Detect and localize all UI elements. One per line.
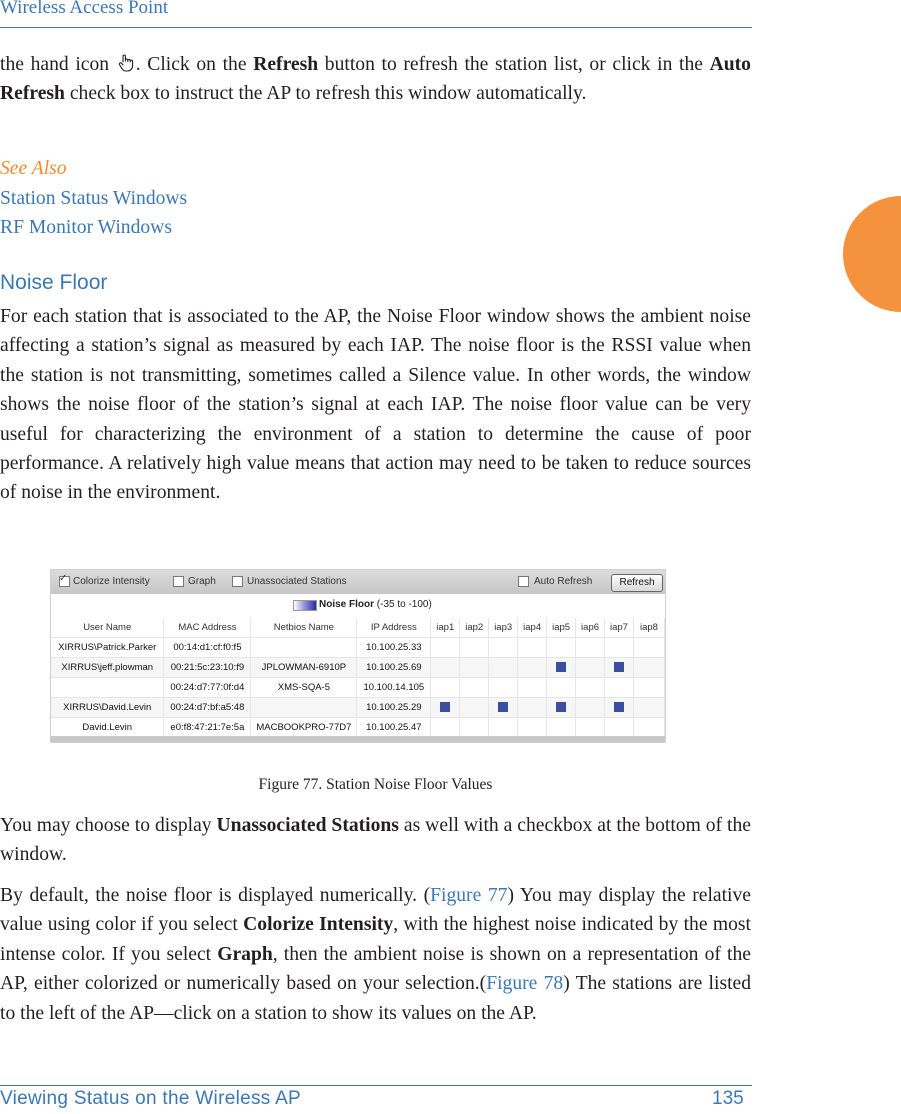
link-figure-78[interactable]: Figure 78 [486,973,564,995]
cell-iap1 [431,678,460,698]
noise-intensity-square [556,702,566,712]
cell-iap5 [547,718,576,738]
cell-iap5 [547,658,576,678]
table-row[interactable] [51,638,665,658]
cell-iap2 [460,698,489,718]
cell-iap6 [576,718,605,738]
table-row[interactable] [51,698,665,718]
column-header[interactable]: Netbios Name [251,618,357,638]
see-also-heading: See Also [0,158,67,179]
noise-intensity-square [614,662,624,672]
unassociated-stations-label: Unassociated Stations [247,576,347,587]
column-header[interactable]: iap1 [431,618,460,638]
column-header[interactable]: iap7 [605,618,634,638]
cell-user: XIRRUS\David.Levin [51,698,164,718]
cell-iap3 [489,698,518,718]
noise-floor-table [51,618,665,737]
noise-intensity-square [556,662,566,672]
table-row[interactable] [51,718,665,738]
cell-iap5 [547,698,576,718]
colorize-intensity-label: Colorize Intensity [73,576,150,587]
column-header[interactable]: iap8 [633,618,664,638]
cell-iap5 [547,638,576,658]
chapter-tab-marker [843,196,901,312]
noise-floor-legend: Noise Floor (-35 to -100) [319,599,432,610]
paragraph-hand-icon: the hand icon . Click on the Refresh button to refresh the station list, or click in the Auto Refresh check box to instruct the AP to refresh this window automatically. [0,54,751,105]
cell-iap4 [518,638,547,658]
cell-netbios [251,638,357,658]
cell-netbios: XMS-SQA-5 [251,678,357,698]
cell-iap2 [460,718,489,738]
cell-iap6 [576,698,605,718]
colorize-intensity-checkbox[interactable] [59,576,70,587]
running-header-title: Wireless Access Point [0,0,169,18]
auto-refresh-label: Auto Refresh [534,576,593,587]
column-header[interactable]: iap3 [489,618,518,638]
cell-iap3 [489,678,518,698]
intensity-gradient-swatch [293,600,317,611]
column-header[interactable]: iap4 [518,618,547,638]
link-rf-monitor-windows[interactable]: RF Monitor Windows [0,217,172,238]
cell-mac: 00:21:5c:23:10:f9 [164,658,251,678]
cell-netbios [251,698,357,718]
column-header[interactable]: iap2 [460,618,489,638]
cell-ip: 10.100.25.47 [357,718,431,738]
cell-ip: 10.100.25.29 [357,698,431,718]
cell-user [51,678,164,698]
table-row[interactable] [51,678,665,698]
column-header[interactable]: IP Address [357,618,431,638]
cell-iap8 [633,698,664,718]
cell-iap1 [431,698,460,718]
footer-page-number: 135 [712,1088,744,1109]
graph-label: Graph [188,576,216,587]
column-header[interactable]: User Name [51,618,164,638]
cell-iap8 [633,658,664,678]
cell-iap7 [605,698,634,718]
cell-iap3 [489,638,518,658]
cell-iap1 [431,718,460,738]
hand-pointer-icon [116,53,136,73]
cell-netbios: MACBOOKPRO-77D7 [251,718,357,738]
refresh-button[interactable]: Refresh [611,574,663,592]
cell-iap3 [489,658,518,678]
cell-iap4 [518,718,547,738]
cell-iap5 [547,678,576,698]
cell-iap4 [518,678,547,698]
table-row[interactable] [51,658,665,678]
paragraph-noise-floor: For each station that is associated to the AP, the Noise Floor window shows the ambient noise affecting a station’s signal as measured by each IAP. The noise floor is the RSSI value when the station is not transmitting, sometimes called a Silence value. In other words, the window shows the noise floor of the station’s signal at each IAP. The noise floor value can be very useful for characterizing the environment of a station to determine the cause of poor performance. A relatively high value means that action may need to be taken to reduce sources of noise in the environment. [0,306,751,504]
cell-iap2 [460,638,489,658]
figure-caption: Figure 77. Station Noise Floor Values [258,776,493,793]
cell-iap1 [431,638,460,658]
noise-floor-window [50,569,666,743]
cell-iap8 [633,718,664,738]
cell-mac: 00:24:d7:bf:a5:48 [164,698,251,718]
table-body [51,638,665,738]
cell-iap8 [633,678,664,698]
cell-iap7 [605,658,634,678]
column-header[interactable]: iap5 [547,618,576,638]
cell-user: David.Levin [51,718,164,738]
cell-iap7 [605,718,634,738]
cell-mac: 00:24:d7:77:0f:d4 [164,678,251,698]
footer-rule [0,1085,752,1086]
auto-refresh-checkbox[interactable] [518,576,529,587]
graph-checkbox[interactable] [173,576,184,587]
figure-toolbar [51,570,665,594]
link-figure-77[interactable]: Figure 77 [430,885,508,906]
cell-iap2 [460,658,489,678]
paragraph-display-options: By default, the noise floor is displayed numerically. (Figure 77) You may display the relative value using color if you select Colorize Intensity, with the highest noise indicated by the most intense color. If you select Graph, then the ambient noise is shown on a representation of the AP, either colorized or numerically based on your selection.(Figure 78) The stations are listed to the left of the AP—click on a station to show its values on the AP. [0,885,752,1024]
column-header[interactable]: iap6 [576,618,605,638]
cell-iap7 [605,678,634,698]
cell-iap4 [518,698,547,718]
cell-user: XIRRUS\Patrick.Parker [51,638,164,658]
cell-mac: e0:f8:47:21:7e:5a [164,718,251,738]
figure-bottom-bar [51,736,665,742]
paragraph-unassociated: You may choose to display Unassociated Stations as well with a checkbox at the bottom of the window. [0,815,751,866]
noise-intensity-square [440,702,450,712]
cell-iap4 [518,658,547,678]
cell-iap2 [460,678,489,698]
cell-iap6 [576,638,605,658]
section-heading: Noise Floor [0,271,108,294]
cell-user: XIRRUS\jeff.plowman [51,658,164,678]
cell-ip: 10.100.25.69 [357,658,431,678]
cell-iap6 [576,678,605,698]
cell-mac: 00:14:d1:cf:f0:f5 [164,638,251,658]
cell-ip: 10.100.14.105 [357,678,431,698]
unassociated-stations-checkbox[interactable] [232,576,243,587]
cell-iap8 [633,638,664,658]
cell-iap6 [576,658,605,678]
link-station-status-windows[interactable]: Station Status Windows [0,188,188,209]
cell-iap3 [489,718,518,738]
cell-netbios: JPLOWMAN-6910P [251,658,357,678]
cell-ip: 10.100.25.33 [357,638,431,658]
cell-iap1 [431,658,460,678]
noise-intensity-square [498,702,508,712]
column-header[interactable]: MAC Address [164,618,251,638]
noise-intensity-square [614,702,624,712]
table-header-row [51,618,665,638]
cell-iap7 [605,638,634,658]
header-rule [0,27,752,28]
footer-section-title: Viewing Status on the Wireless AP [0,1088,302,1109]
